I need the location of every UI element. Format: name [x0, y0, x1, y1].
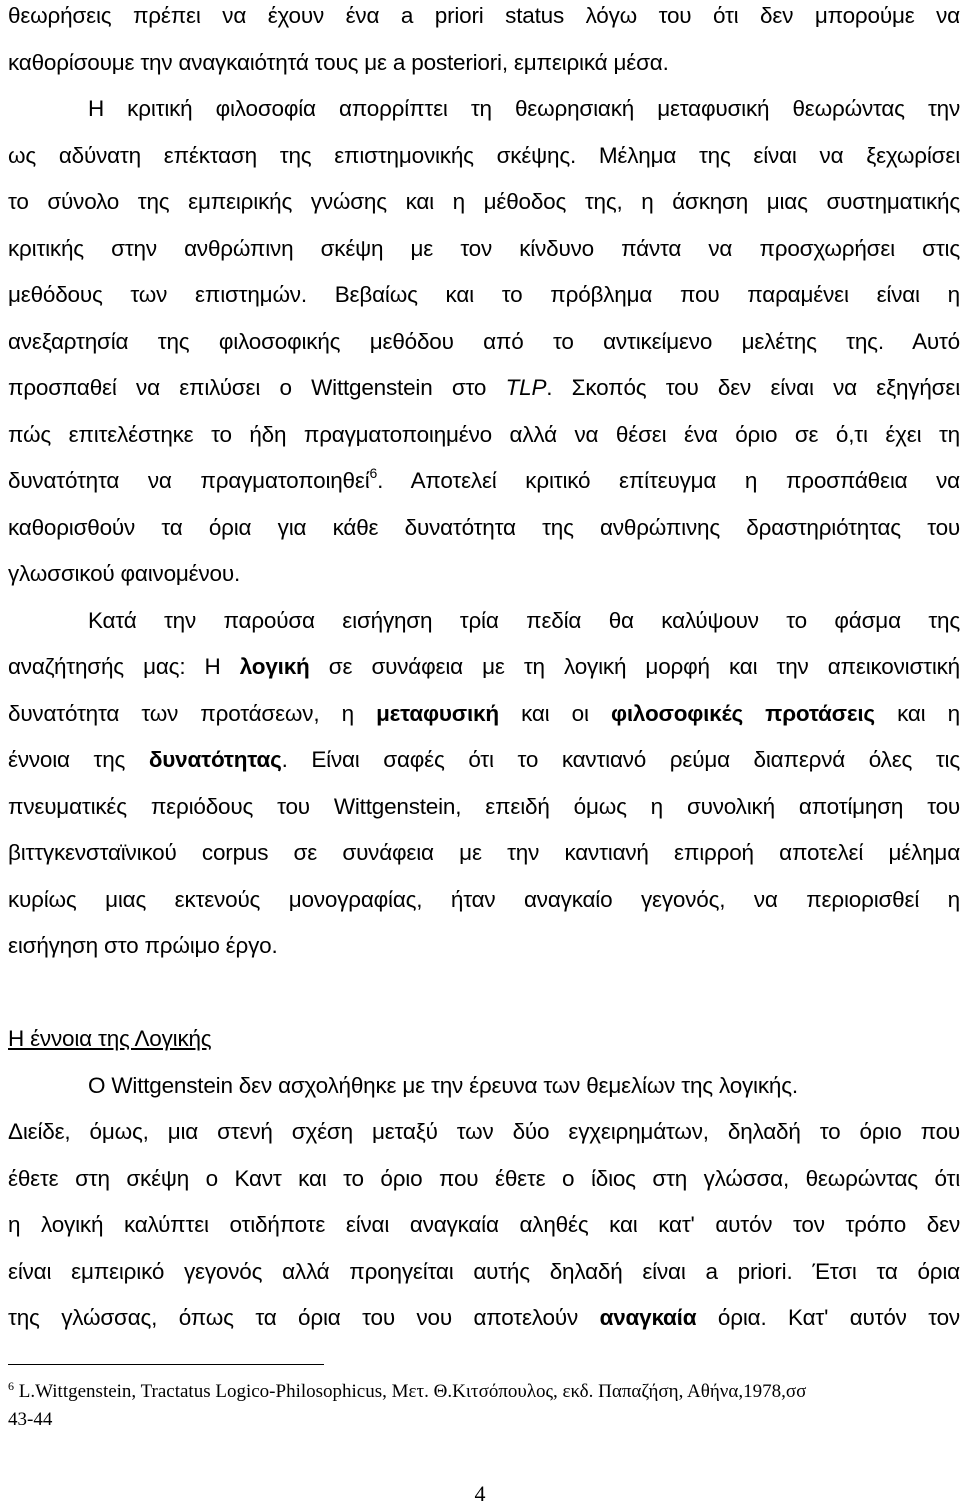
text-line: καθορίσουμε την αναγκαιότητά τους με a posteriori, εμπειρικά μέσα. [8, 49, 669, 75]
bold-term: δυνατότητας [148, 747, 282, 772]
text-line [8, 737, 960, 784]
text-line: είναι εμπειρικό γεγονός αλλά προηγείται αυτής δηλαδή είναι a priori. Έτσι τα όρια [8, 1258, 960, 1284]
text-line: μεθόδους των επιστημών. Βεβαίως και το πρόβλημα που παραμένει είναι η [8, 282, 960, 307]
text-line: θεωρήσεις πρέπει να έχουν ένα a priori status λόγω του ότι δεν μπορούμε να [8, 3, 960, 28]
text-segment: δυνατότητα να πραγματοποιηθεί [8, 468, 370, 493]
bold-term: λογική [239, 654, 310, 679]
text-segment: . Σκοπός του δεν είναι να εξηγήσει [546, 375, 960, 400]
text-line: πνευματικές περιόδους του Wittgenstein, επειδή όμως η συνολική αποτίμηση του [8, 793, 960, 819]
text-segment: της γλώσσας, όπως τα όρια του νου αποτελούν [8, 1305, 600, 1330]
text-line: το σύνολο της εμπειρικής γνώσης και η μέθοδος της, η άσκηση μιας συστηματικής [8, 189, 960, 214]
tlp-emphasis: TLP [505, 375, 547, 400]
footnote [8, 1378, 960, 1434]
bold-term: αναγκαία [599, 1305, 697, 1330]
text-segment: προσπαθεί να επιλύσει ο Wittgenstein στο [8, 375, 506, 400]
bold-term: μεταφυσική [376, 700, 499, 726]
bold-term: φιλοσοφικές προτάσεις [610, 700, 875, 726]
text-line: η λογική καλύπτει οτιδήποτε είναι αναγκαία αληθές και κατ' αυτόν τον τρόπο δεν [8, 1212, 960, 1237]
text-line [8, 365, 960, 412]
text-line: πώς επιτελέστηκε το ήδη πραγματοποιημένο αλλά να θέσει ένα όριο σε ό,τι έχει τη [8, 421, 960, 447]
text-segment: και η [874, 700, 960, 726]
text-segment: έννοια της [8, 747, 149, 772]
text-segment: όρια. Κατ' αυτόν τον [696, 1305, 960, 1330]
section-heading-line [8, 1016, 960, 1063]
text-segment: . Είναι σαφές ότι το καντιανό ρεύμα διαπερνά όλες τις [281, 747, 960, 772]
text-line: βιττγκενσταϊνικού corpus σε συνάφεια με την καντιανή επιρροή αποτελεί μέλημα [8, 840, 960, 865]
text-line: ως αδύνατη επέκταση της επιστημονικής σκέψης. Μέλημα της είναι να ξεχωρίσει [8, 142, 960, 168]
main-text [8, 0, 960, 1342]
text-segment: και οι [498, 700, 611, 726]
text-segment: δυνατότητα των προτάσεων, η [8, 700, 377, 726]
text-line: κριτικής στην ανθρώπινη σκέψη με τον κίνδυνο πάντα να προσχωρήσει στις [8, 235, 960, 261]
text-segment: . Αποτελεί κριτικό επίτευγμα η προσπάθεια να [377, 468, 960, 493]
text-segment: αναζήτησής μας: Η [8, 654, 240, 679]
text-line [8, 644, 960, 691]
text-line: Διείδε, όμως, μια στενή σχέση μεταξύ των δύο εγχειρημάτων, δηλαδή το όριο που [8, 1119, 960, 1144]
footnote-separator [8, 1364, 324, 1365]
page-number: 4 [474, 1481, 486, 1506]
text-line [8, 1295, 960, 1342]
text-line: Ο Wittgenstein δεν ασχολήθηκε με την έρευνα των θεμελίων της λογικής. [88, 1072, 798, 1098]
footnote-reference: 6 [369, 465, 378, 481]
text-line: γλωσσικού φαινομένου. [8, 561, 241, 586]
section-heading: Η έννοια της Λογικής [8, 1026, 212, 1051]
footnote-marker: 6 [8, 1379, 14, 1393]
text-line: κυρίως μιας εκτενούς μονογραφίας, ήταν αναγκαίο γεγονός, να περιορισθεί η [8, 886, 960, 912]
text-line: Κατά την παρούσα εισήγηση τρία πεδία θα καλύψουν το φάσμα της [88, 607, 960, 633]
footnote-line [8, 1378, 960, 1406]
text-line: καθορισθούν τα όρια για κάθε δυνατότητα της ανθρώπινης δραστηριότητας του [8, 514, 960, 540]
text-line: ανεξαρτησία της φιλοσοφικής μεθόδου από το αντικείμενο μελέτης της. Αυτό [8, 328, 960, 354]
text-line [8, 458, 960, 505]
text-line: έθετε στη σκέψη ο Καντ και το όριο που έθετε ο ίδιος στη γλώσσα, θεωρώντας ότι [8, 1165, 960, 1191]
text-line: εισήγηση στο πρώιμο έργο. [8, 933, 278, 958]
footnote-line: 43-44 [8, 1409, 53, 1430]
footnote-text: L.Wittgenstein, Tractatus Logico-Philosophicus, Μετ. Θ.Κιτσόπουλος, εκδ. Παπαζήση, Αθήνα,1978,σσ [14, 1381, 807, 1402]
text-line [8, 691, 960, 738]
text-line: Η κριτική φιλοσοφία απορρίπτει τη θεωρησιακή μεταφυσική θεωρώντας την [88, 96, 960, 121]
blank-line [8, 970, 960, 1017]
text-segment: σε συνάφεια με τη λογική μορφή και την απεικονιστική [309, 654, 960, 679]
